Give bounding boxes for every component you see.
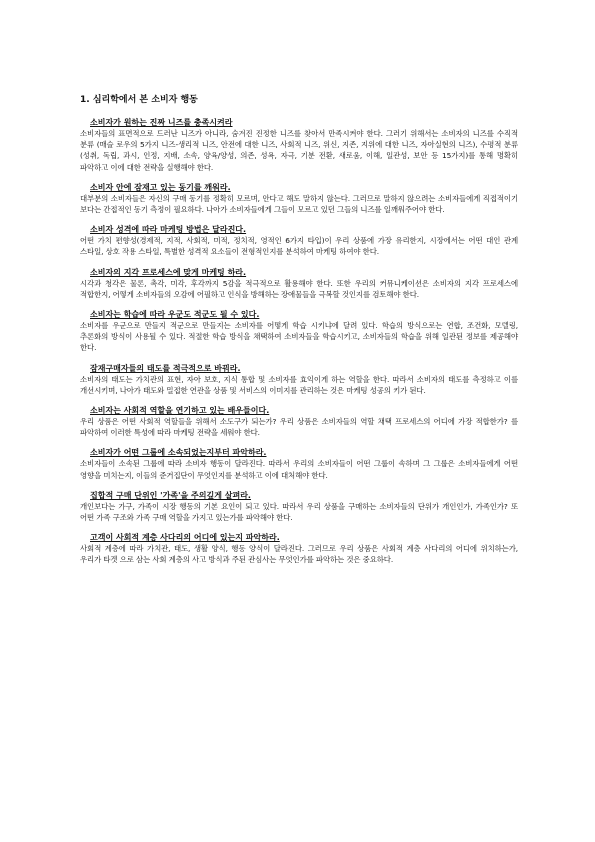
document-section — [80, 309, 518, 354]
document-section — [80, 182, 518, 215]
section-body: 소비자의 태도는 가치관의 표현, 자아 보호, 지식 통합 및 소비자를 효익이게 하는 역할을 한다. 따라서 소비자의 태도를 측정하고 이를 개선시키며, 나아가 태도와 밀접한 연관을 상품 및 서비스의 이미지를 관리하는 것은 마케팅 성공의 키가 된다. — [80, 374, 518, 395]
section-heading: 소비자가 어떤 그룹에 소속되었는지부터 파악하라. — [90, 448, 267, 458]
section-body: 사회적 계층에 따라 가치관, 태도, 생활 양식, 행동 양식이 달라진다. 그러므로 우리 상품은 사회적 계층 사다리의 어디에 위치하는가, 우리가 타겟 으로 삼는 사회 계층의 사고 방식과 주된 관심사는 무엇인가를 파악하는 것은 중요하다. — [80, 544, 518, 565]
section-body: 소비자들이 소속된 그룹에 따라 소비자 행동이 달라진다. 따라서 우리의 소비자들이 어떤 그룹이 속하며 그 그룹은 소비자들에게 어떤 영향을 미치는지, 이들의 준거집단이 무엇인지를 분석하고 이에 대처해야 한다. — [80, 459, 518, 480]
document-section — [80, 363, 518, 396]
section-heading: 소비자는 사회적 역할을 연기하고 있는 배우들이다. — [90, 406, 270, 416]
section-heading: 소비자 안에 잠재고 있는 동기를 깨워라. — [90, 182, 231, 192]
document-section — [80, 405, 518, 438]
section-heading: 소비자는 학습에 따라 우군도 적군도 될 수 있다. — [90, 310, 260, 320]
document-section — [80, 117, 518, 173]
section-heading: 소비자 성격에 따라 마케팅 방법은 달라진다. — [90, 225, 247, 235]
section-body: 개인보다는 가구, 가족이 시장 행동의 기본 요인이 되고 있다. 따라서 우리 상품을 구매하는 소비자들의 단위가 개인인가, 가족인가? 또 어떤 가족 구조와 가족 구매 역할을 가지고 있는가를 파악해야 한다. — [80, 501, 518, 523]
section-list — [80, 117, 518, 566]
section-body: 어떤 가치 편향성(경제적, 지적, 사회적, 미적, 정치적, 영적인 6가지 타입)이 우리 상품에 가장 유리한지, 시장에서는 어떤 대인 관계 스타일, 상호 작용 스타일, 특별한 성격적 요소들이 전형적인지를 분석하여 마케팅 하여야 한다. — [80, 236, 518, 257]
document-title: 1. 심리학에서 본 소비자 행동 — [80, 95, 198, 105]
document-section — [80, 532, 518, 565]
section-body: 대부분의 소비자들은 자신의 구매 동기를 정확히 모르며, 안다고 해도 말하지 않는다. 그러므로 말하지 않으려는 소비자들에게 직접적이기 보다는 간접적인 동기 측정이 필요하다. 나아가 소비자들에게 그들이 모르고 있던 그들의 니즈를 일깨워주어야 한다. — [80, 193, 518, 215]
document-section — [80, 224, 518, 257]
document-section — [80, 490, 518, 523]
section-body: 소비자들의 표면적으로 드러난 니즈가 아니라, 숨겨진 진정한 니즈를 찾아서 만족시켜야 한다. 그러기 위해서는 소비자의 니즈를 수직적 분류 (매슬 로우의 5가지 니즈-생리적 니즈, 안전에 대한 니즈, 사회적 니즈, 위신, 지존, 지위에 대한 니즈, 자아실현의 니즈), 수평적 분류(성취, 독립, 과시, 인정, 지배, 소속, 양육/양성, 의존, 성욕, 자극, 기분 전환, 새로움, 이해, 일관성, 보안 등 15가지)를 통해 명확히 파악하고 이에 대한 전략을 실행해야 한다. — [80, 129, 518, 172]
document-section — [80, 267, 518, 300]
document-content — [80, 94, 518, 575]
section-heading: 소비자의 지각 프로세스에 맞게 마케팅 하라. — [90, 267, 247, 277]
section-heading: 소비자가 원하는 진짜 니즈를 충족시켜라 — [90, 118, 233, 127]
section-heading: 잠재구매자들의 태도를 적극적으로 바꿔라. — [90, 363, 241, 373]
section-body: 소비자를 우군으로 만들지 적군으로 만들지는 소비자를 어떻게 학습 시키냐에 달려 있다. 학습의 방식으로는 연합, 조건화, 모델링, 추론화의 방식이 사용될 수 있다. 적절한 학습 방식을 채택하여 소비자들을 학습시키고, 소비자들의 학습을 위해 일관된 정보를 제공해야 한다. — [80, 321, 518, 353]
section-body: 우리 상품은 어떤 사회적 역할들을 위해서 소도구가 되는가? 우리 상품은 소비자들의 역할 채택 프로세스의 어디에 가장 적합한가? 를 파악하여 이러한 특성에 따라 마케팅 전략을 세워야 한다. — [80, 417, 518, 438]
section-heading: 집합적 구매 단위인 '가족'을 주의깊게 살펴라. — [90, 490, 251, 500]
section-body: 시각과 청각은 물론, 촉각, 미각, 후각까지 5감을 적극적으로 활용해야 한다. 또한 우리의 커뮤니케이션은 소비자의 지각 프로세스에 적합한지, 어떻게 소비자들의 오감에 어필하고 인식을 방해하는 장애물들을 극복할 것인지를 검토해야 한다. — [80, 278, 518, 299]
document-section — [80, 447, 518, 480]
section-heading: 고객이 사회적 계층 사다리의 어디에 있는지 파악하라. — [90, 533, 280, 543]
